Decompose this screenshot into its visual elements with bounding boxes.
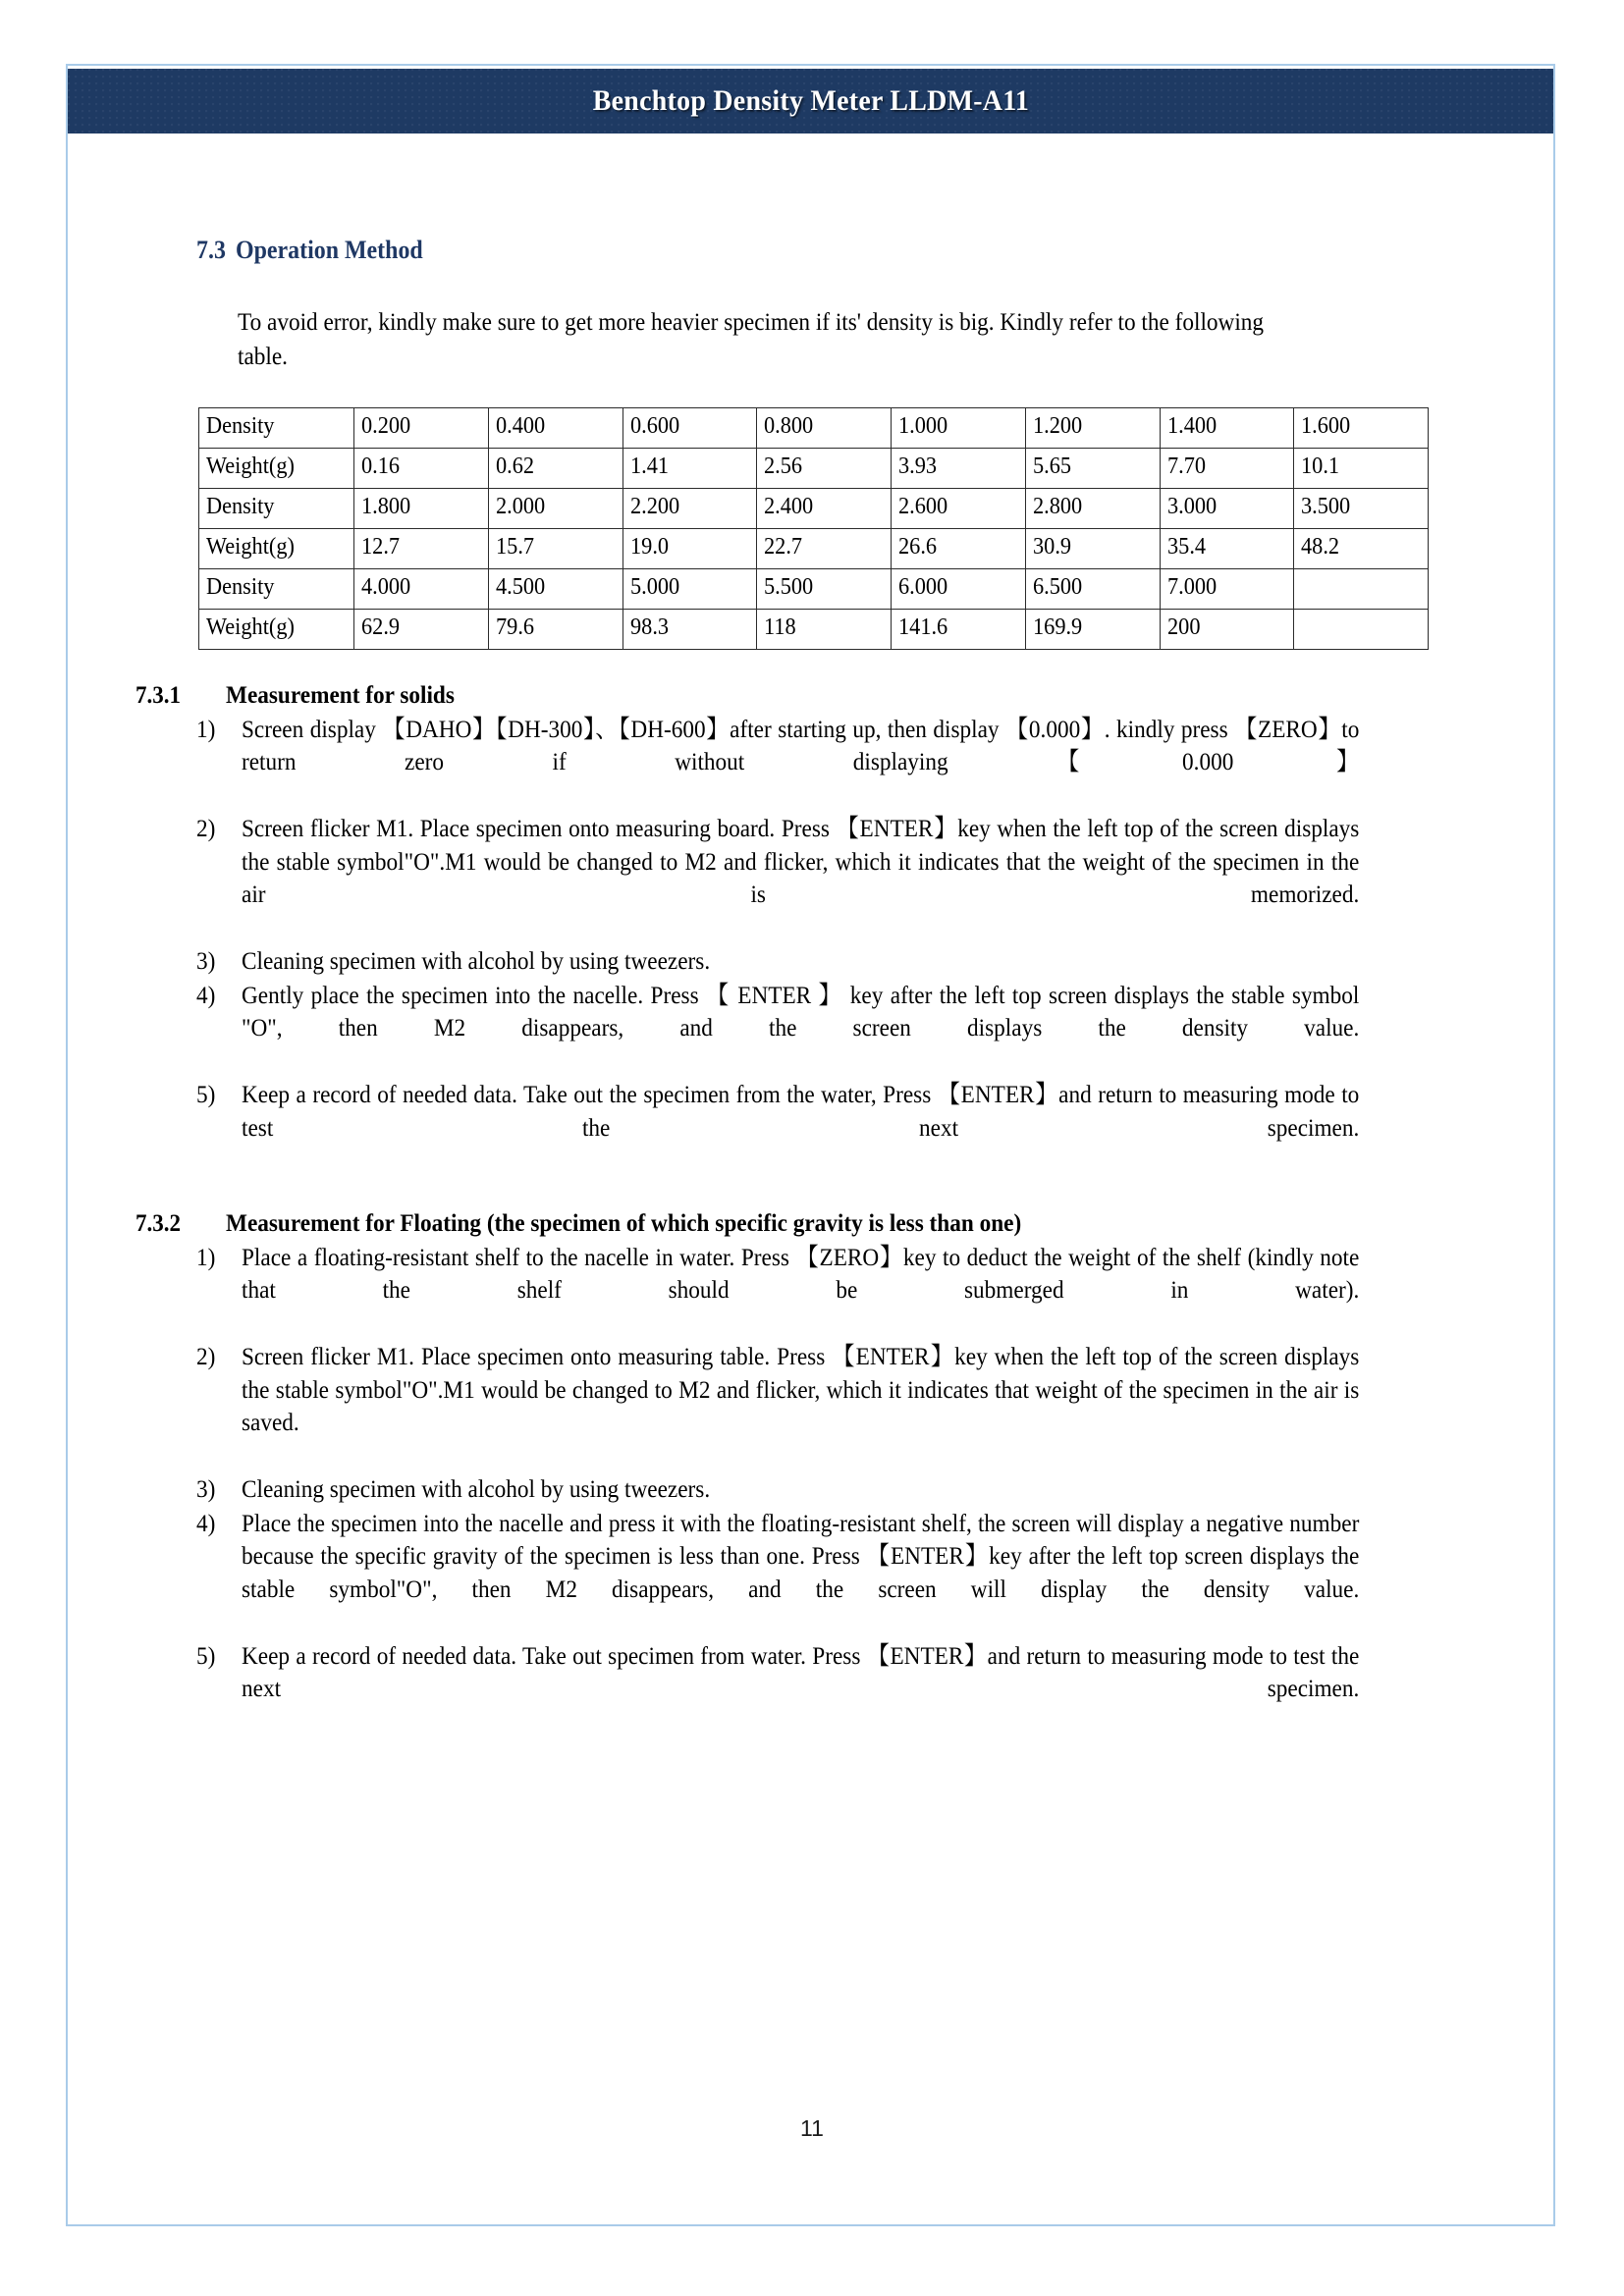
table-cell: 6.500 (1025, 569, 1160, 610)
list-item-marker: 1) (196, 716, 216, 743)
table-cell: 2.800 (1025, 489, 1160, 529)
table-cell: 35.4 (1160, 529, 1294, 569)
table-cell: 1.200 (1025, 408, 1160, 449)
list-item (196, 1473, 1443, 1507)
table-cell: 4.500 (488, 569, 623, 610)
list-item-text: Place a floating-resistant shelf to the nacelle in water. Press 【ZERO】key to deduct the weight of the shelf (kindly note that the shelf should be submerged in water). (242, 1244, 1360, 1304)
table-row-label: Weight(g) (199, 449, 354, 489)
table-cell: 141.6 (892, 610, 1026, 650)
list-item-marker: 4) (196, 1510, 216, 1537)
table-cell: 0.400 (488, 408, 623, 449)
table-cell: 7.000 (1160, 569, 1294, 610)
subsection-title: Measurement for solids (226, 682, 455, 709)
table-cell: 0.800 (757, 408, 892, 449)
document-title: Benchtop Density Meter LLDM-A11 (592, 84, 1029, 117)
list-item-marker: 2) (196, 1344, 216, 1370)
table-cell: 3.93 (892, 449, 1026, 489)
list-item-marker: 3) (196, 1476, 216, 1503)
intro-paragraph: To avoid error, kindly make sure to get more heavier specimen if its' density is big. Kindly refer to the following table. (238, 309, 1265, 370)
section-heading-title: Operation Method (236, 236, 423, 264)
table-row-label: Density (199, 408, 354, 449)
table-row (199, 610, 1429, 650)
table-cell: 2.400 (757, 489, 892, 529)
table-cell: 2.600 (892, 489, 1026, 529)
table-cell: 2.200 (623, 489, 757, 529)
list-item (196, 1242, 1443, 1341)
list-item-text: Keep a record of needed data. Take out specimen from water. Press 【ENTER】and return to measuring mode to test the next specimen. (242, 1642, 1360, 1702)
subsection-7-3-2 (135, 1207, 1443, 1738)
table-row (199, 489, 1429, 529)
table-cell: 2.56 (757, 449, 892, 489)
document-header-banner (68, 69, 1553, 133)
list-item (196, 1508, 1443, 1639)
table-cell: 3.000 (1160, 489, 1294, 529)
table-cell: 118 (757, 610, 892, 650)
table-row-label: Density (199, 569, 354, 610)
table-row-label: Density (199, 489, 354, 529)
subsection-heading (135, 1207, 1443, 1241)
subsection-title: Measurement for Floating (the specimen of which specific gravity is less than one) (226, 1209, 1022, 1237)
list-item-text: Cleaning specimen with alcohol by using tweezers. (242, 1476, 711, 1503)
table-cell: 4.000 (354, 569, 489, 610)
subsection-heading (135, 679, 1443, 713)
list-item (196, 813, 1443, 944)
list-item-text: Screen flicker M1. Place specimen onto measuring board. Press 【ENTER】key when the left top of the screen displays the stable symbol"O".M1 would be changed to M2 and flicker, which it indicates that the weight of the specimen in the air is memorized. (242, 816, 1360, 909)
list-item-marker: 5) (196, 1082, 216, 1109)
list-item-text: Cleaning specimen with alcohol by using tweezers. (242, 948, 711, 976)
table-cell: 26.6 (892, 529, 1026, 569)
list-item-marker: 2) (196, 816, 216, 843)
table-cell: 10.1 (1294, 449, 1429, 489)
table-cell: 19.0 (623, 529, 757, 569)
table-cell: 0.62 (488, 449, 623, 489)
list-item-text: Place the specimen into the nacelle and press it with the floating-resistant shelf, the screen will display a negative number because the specific gravity of the specimen is less than one. Press 【ENTER】key after the left top screen displays the stable symbol"O", then M2 disappears, and the screen will display the density value. (242, 1510, 1360, 1603)
subsection-7-3-1 (135, 679, 1443, 1178)
list-item (196, 1079, 1443, 1178)
section-heading-7-3 (196, 236, 1343, 265)
table-cell: 79.6 (488, 610, 623, 650)
list-item (196, 1341, 1443, 1472)
step-list (196, 714, 1443, 1178)
density-weight-table (198, 407, 1429, 650)
list-item (196, 714, 1443, 813)
page-number: 11 (800, 2115, 824, 2141)
table-cell: 5.500 (757, 569, 892, 610)
table-cell: 3.500 (1294, 489, 1429, 529)
list-item (196, 980, 1443, 1079)
table-cell: 0.16 (354, 449, 489, 489)
list-item-marker: 5) (196, 1642, 216, 1670)
table-cell: 1.800 (354, 489, 489, 529)
subsection-number: 7.3.1 (135, 682, 181, 709)
list-item-text: Screen flicker M1. Place specimen onto measuring table. Press 【ENTER】key when the left top of the screen displays the stable symbol"O".M1 would be changed to M2 and flicker, which it indicates that weight of the specimen in the air is saved. (242, 1344, 1360, 1436)
list-item (196, 1640, 1443, 1739)
table-cell: 1.41 (623, 449, 757, 489)
table-cell: 0.600 (623, 408, 757, 449)
table-cell: 1.400 (1160, 408, 1294, 449)
list-item-marker: 1) (196, 1244, 216, 1271)
list-item (196, 945, 1443, 979)
table-row-label: Weight(g) (199, 529, 354, 569)
list-item-text: Keep a record of needed data. Take out the specimen from the water, Press 【ENTER】and return to measuring mode to test the next specimen. (242, 1082, 1360, 1142)
table-cell: 62.9 (354, 610, 489, 650)
table-cell: 98.3 (623, 610, 757, 650)
table-cell: 200 (1160, 610, 1294, 650)
table-cell: 12.7 (354, 529, 489, 569)
table-cell: 2.000 (488, 489, 623, 529)
table-cell-empty (1294, 569, 1429, 610)
table-row (199, 449, 1429, 489)
subsection-number: 7.3.2 (135, 1209, 181, 1237)
table-cell: 5.65 (1025, 449, 1160, 489)
table-cell: 6.000 (892, 569, 1026, 610)
table-cell: 15.7 (488, 529, 623, 569)
list-item-text: Gently place the specimen into the nacelle. Press 【 ENTER 】 key after the left top screen displays the stable symbol "O", then M2 disappears, and the screen displays the density value. (242, 982, 1360, 1042)
table-cell-empty (1294, 610, 1429, 650)
table-cell: 5.000 (623, 569, 757, 610)
list-item-text: Screen display 【DAHO】【DH-300】、【DH-600】after starting up, then display 【0.000】. kindly press 【ZERO】to return zero if without displaying 【0.000】 (242, 716, 1360, 776)
table-row-label: Weight(g) (199, 610, 354, 650)
step-list (196, 1242, 1443, 1739)
table-cell: 1.000 (892, 408, 1026, 449)
table-row (199, 529, 1429, 569)
table-cell: 22.7 (757, 529, 892, 569)
table-row (199, 408, 1429, 449)
table-cell: 30.9 (1025, 529, 1160, 569)
section-heading-number: 7.3 (196, 236, 226, 264)
table-cell: 0.200 (354, 408, 489, 449)
list-item-marker: 3) (196, 948, 216, 976)
table-row (199, 569, 1429, 610)
table-cell: 169.9 (1025, 610, 1160, 650)
table-cell: 1.600 (1294, 408, 1429, 449)
page-content (135, 236, 1443, 1738)
table-cell: 7.70 (1160, 449, 1294, 489)
table-cell: 48.2 (1294, 529, 1429, 569)
list-item-marker: 4) (196, 982, 216, 1009)
